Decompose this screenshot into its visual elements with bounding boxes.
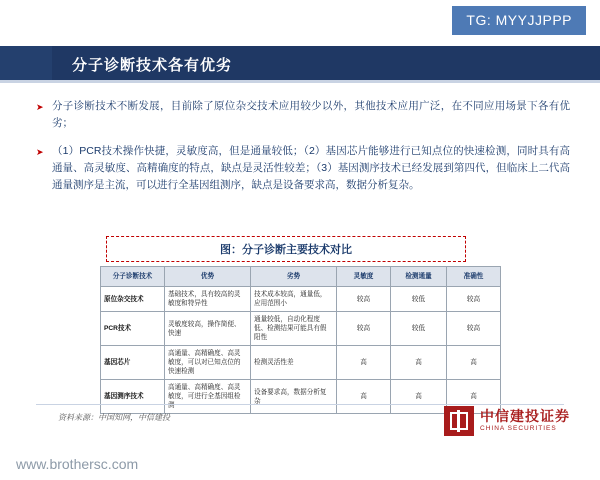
cell-tech: PCR技术 xyxy=(101,312,165,346)
bullet-text: 分子诊断技术不断发展，目前除了原位杂交技术应用较少以外，其他技术应用广泛，在不同应用场景下各有优劣； xyxy=(52,100,570,129)
cell-cons: 通量较低，自动化程度低、检测结果可能具有假阳性 xyxy=(251,312,337,346)
cell-tech: 基因测序技术 xyxy=(101,380,165,414)
cell-sensitivity: 高 xyxy=(337,380,391,414)
cell-throughput: 高 xyxy=(391,346,447,380)
bullet-text: （1）PCR技术操作快捷，灵敏度高，但是通量较低；（2）基因芯片能够进行已知点位的快速检测，同时具有高通量、高灵敏度、高精确度的特点，缺点是灵活性较差；（3）基因测序技术已经发展到第四代，但临床上二代高通量测序是主流，可以进行全基因组测序，缺点是设备要求高，数据分析复杂。 xyxy=(52,145,570,191)
logo-mark-icon xyxy=(444,406,474,436)
title-underline xyxy=(0,80,600,83)
cell-pros: 高通量、高精确度、高灵敏度，可以对已知点位的快速检测 xyxy=(165,346,251,380)
cell-throughput: 较低 xyxy=(391,287,447,312)
brand-logo xyxy=(444,406,570,436)
column-header-accuracy: 准确性 xyxy=(447,267,501,287)
bottom-watermark-bar xyxy=(0,446,600,480)
cell-pros: 灵敏度较高，操作简便、快速 xyxy=(165,312,251,346)
arrow-bullet-icon: ➤ xyxy=(36,102,44,112)
cell-accuracy: 高 xyxy=(447,346,501,380)
cell-cons: 技术成本较高，通量低，应用范围小 xyxy=(251,287,337,312)
cell-sensitivity: 较高 xyxy=(337,287,391,312)
cell-cons: 设备要求高，数据分析复杂 xyxy=(251,380,337,414)
cell-sensitivity: 高 xyxy=(337,346,391,380)
table-body xyxy=(101,287,501,414)
site-watermark: www.brothersc.com xyxy=(16,456,139,472)
cell-cons: 检测灵活性差 xyxy=(251,346,337,380)
tg-watermark-badge: TG: MYYJJPPP xyxy=(452,6,586,35)
title-accent-block xyxy=(0,46,52,80)
column-header-sensitivity: 灵敏度 xyxy=(337,267,391,287)
comparison-table xyxy=(100,266,501,414)
cell-sensitivity: 较高 xyxy=(337,312,391,346)
cell-accuracy: 较高 xyxy=(447,287,501,312)
column-header-pros: 优势 xyxy=(165,267,251,287)
logo-name-en: CHINA SECURITIES xyxy=(480,425,557,432)
column-header-throughput: 检测通量 xyxy=(391,267,447,287)
cell-tech: 原位杂交技术 xyxy=(101,287,165,312)
table-row xyxy=(101,346,501,380)
column-header-tech: 分子诊断技术 xyxy=(101,267,165,287)
source-note: 资料来源：中国知网，中信建投 xyxy=(58,413,170,422)
arrow-bullet-icon: ➤ xyxy=(36,147,44,157)
bullet-list xyxy=(36,98,570,205)
footer-divider xyxy=(36,404,564,405)
table-row xyxy=(101,287,501,312)
list-item xyxy=(36,143,570,194)
logo-text-block xyxy=(480,409,570,433)
table-row xyxy=(101,380,501,414)
cell-throughput: 较低 xyxy=(391,312,447,346)
table-row xyxy=(101,312,501,346)
table-header xyxy=(101,267,501,287)
cell-pros: 基础技术，具有较高的灵敏度和特异性 xyxy=(165,287,251,312)
column-header-cons: 劣势 xyxy=(251,267,337,287)
cell-pros: 高通量、高精确度、高灵敏度，可进行全基因组检测 xyxy=(165,380,251,414)
cell-tech: 基因芯片 xyxy=(101,346,165,380)
cell-accuracy: 高 xyxy=(447,380,501,414)
cell-throughput: 高 xyxy=(391,380,447,414)
cell-accuracy: 较高 xyxy=(447,312,501,346)
table-header-row xyxy=(101,267,501,287)
page-title: 分子诊断技术各有优劣 xyxy=(72,57,233,74)
figure-title: 图：分子诊断主要技术对比 xyxy=(220,244,352,256)
top-watermark-bar xyxy=(0,0,600,40)
logo-name-cn: 中信建投证券 xyxy=(480,408,570,424)
list-item xyxy=(36,98,570,132)
